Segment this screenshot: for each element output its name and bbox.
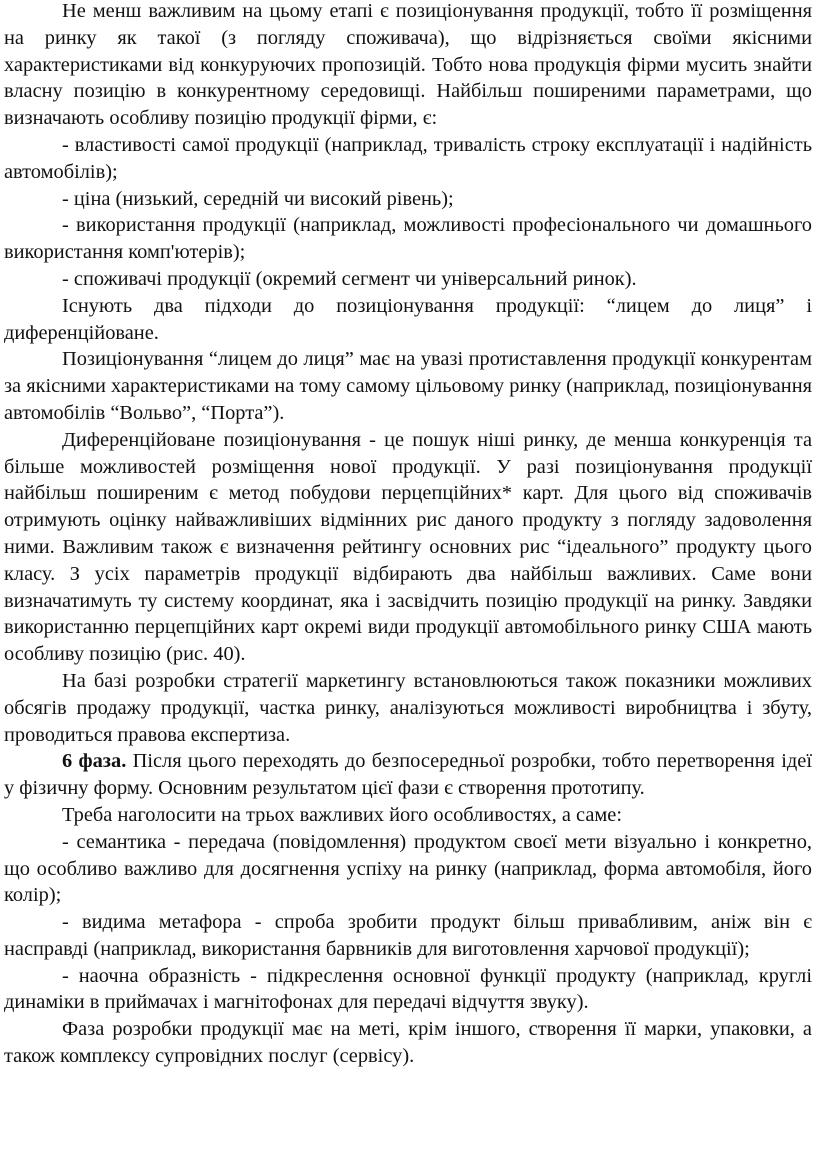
list-item-product-properties: - властивості самої продукції (наприклад, тривалість строку експлуатації і надійність автомобілів); bbox=[4, 133, 812, 183]
phase-label: 6 фаза. bbox=[62, 750, 127, 773]
list-item-visual-imagery: - наочна образність - підкреслення основної функції продукту (наприклад, круглі динаміки в приймачах і магнітофонах для передачі відчуття звуку). bbox=[4, 964, 812, 1014]
list-item-product-usage: - використання продукції (наприклад, можливості професіонального чи домашнього використання комп'ютерів); bbox=[4, 214, 812, 264]
list-item-price: - ціна (низький, середній чи високий рівень); bbox=[62, 187, 454, 210]
paragraph-face-to-face: Позиціонування “лицем до лиця” має на увазі протиставлення продукції конкурентам за якісними характеристиками на тому самому цільовому ринку (наприклад, позиціонування автомобілів “Вольво”, “Порта”). bbox=[4, 348, 812, 424]
paragraph-positioning-intro: Не менш важливим на цьому етапі є позиціонування продукції, тобто її розміщення на ринку як такої (з погляду споживача), що відрізняється своїми якісними характеристиками від конкуруючих пропозицій. Тобто нова продукція фірми мусить знайти власну позицію в конкурентному середовищі. Найбільш поширеними параметрами, що визначають особливу позицію продукції фірми, є: bbox=[4, 0, 812, 130]
paragraph-phase-6 bbox=[4, 748, 812, 802]
paragraph-three-features: Треба наголосити на трьох важливих його особливостях, а саме: bbox=[62, 803, 622, 826]
list-item-semantics: - семантика - передача (повідомлення) продуктом своєї мети візуально і конкретно, що особливо важливо для досягнення успіху на ринку (наприклад, форма автомобіля, його колір); bbox=[4, 830, 812, 907]
paragraph-two-approaches: Існують два підходи до позиціонування продукції: “лицем до лиця” і диференційоване. bbox=[4, 294, 812, 344]
list-item-consumers: - споживачі продукції (окремий сегмент чи універсальний ринок). bbox=[62, 267, 637, 290]
paragraph-development-goal: Фаза розробки продукції має на меті, крім іншого, створення її марки, упаковки, а також комплексу супровідних послуг (сервісу). bbox=[4, 1018, 812, 1068]
paragraph-marketing-strategy: На базі розробки стратегії маркетингу встановлюються також показники можливих обсягів продажу продукції, частка ринку, аналізуються можливості виробництва і збуту, проводиться правова експертиза. bbox=[4, 669, 812, 746]
list-item-visible-metaphor: - видима метафора - спроба зробити продукт більш привабливим, аніж він є насправді (наприклад, використання барвників для виготовлення харчової продукції); bbox=[4, 911, 812, 960]
phase-text: Після цього переходять до безпосередньої розробки, тобто перетворення ідеї у фізичну форму. Основним результатом цієї фази є створення прототипу. bbox=[4, 750, 812, 800]
paragraph-differentiated: Диференційоване позиціонування - це пошук ніші ринку, де менша конкуренція та більше можливостей розміщення нової продукції. У разі позиціонування продукції найбільш поширеним є метод побудови перцепційних* карт. Для цього від споживачів отримують оцінку найважливіших відмінних рис даного продукту з погляду задоволення ними. Важливим також є визначення рейтингу основних рис “ідеального” продукту цього класу. З усіх параметрів продукції відбирають два найбільш важливих. Саме вони визначатимуть ту систему координат, яка і засвідчить позицію продукції на ринку. Завдяки використанню перцепційних карт окремі види продукції автомобільного ринку США мають особливу позицію (рис. 40). bbox=[4, 428, 812, 666]
